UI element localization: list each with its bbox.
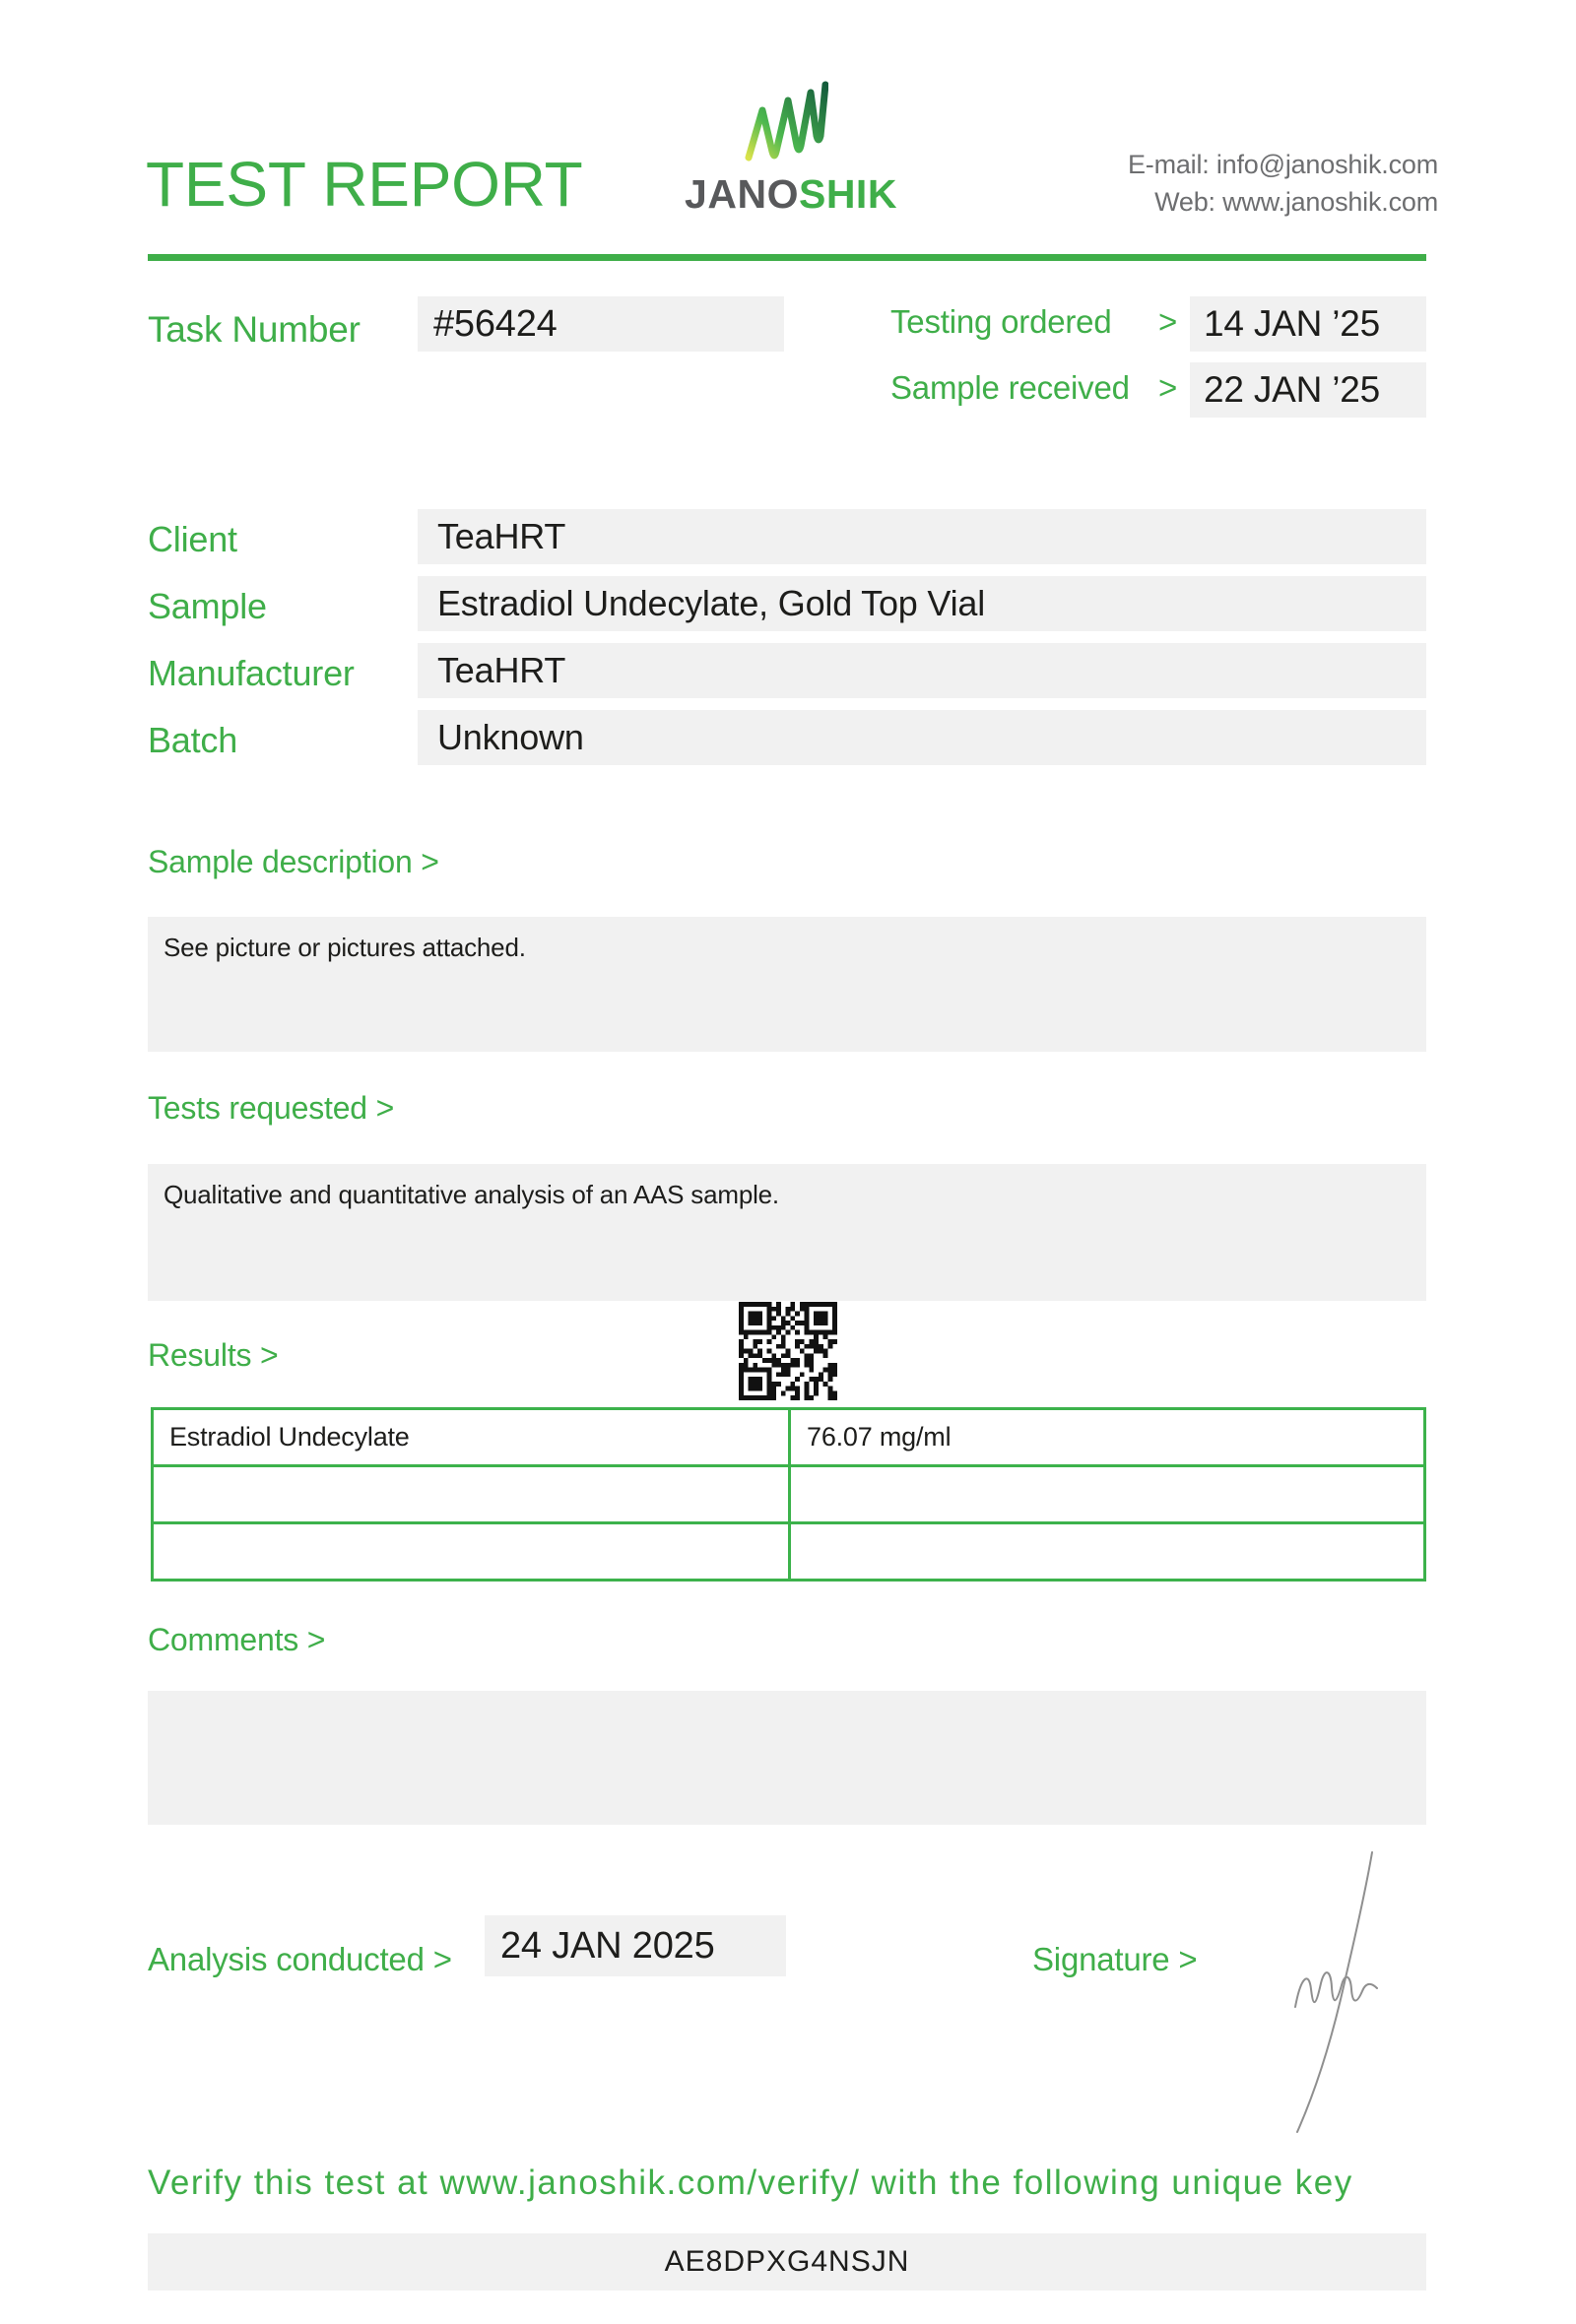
sample-received-value: 22 JAN ’25 [1190,362,1426,418]
sample-description-text: See picture or pictures attached. [164,933,526,962]
comments-heading: Comments > [148,1622,326,1657]
sample-value: Estradiol Undecylate, Gold Top Vial [418,576,1426,631]
result-value-1: 76.07 mg/ml [790,1409,1425,1466]
task-number-label: Task Number [148,309,361,350]
comments-box [148,1691,1426,1825]
result-value-3 [790,1523,1425,1581]
tests-requested-heading: Tests requested > [148,1090,395,1126]
sample-label: Sample [148,586,267,626]
results-row-1 [153,1409,1425,1466]
contact-block [1128,146,1438,221]
contact-email: E-mail: info@janoshik.com [1127,150,1438,179]
testing-ordered-value: 14 JAN ’25 [1190,296,1426,352]
result-substance-3 [153,1523,790,1581]
signature-handwriting [1266,1849,1409,2135]
analysis-conducted-date: 24 JAN 2025 [485,1915,786,1976]
client-value: TeaHRT [418,509,1426,564]
batch-label: Batch [148,720,238,760]
client-label: Client [148,519,237,559]
janoshik-wordmark-shik: SHIK [798,171,897,217]
janoshik-growth-chart-icon [744,81,828,161]
testing-ordered-label: Testing ordered [890,303,1112,340]
contact-web: Web: www.janoshik.com [1154,187,1438,217]
verify-instruction: Verify this test at www.janoshik.com/verify/ with the following unique key [148,2163,1353,2202]
tests-requested-text: Qualitative and quantitative analysis of an AAS sample. [164,1180,779,1209]
sample-received-arrow: > [1158,369,1178,406]
page-title: TEST REPORT [146,149,583,220]
sample-description-heading: Sample description > [148,844,439,879]
janoshik-wordmark [673,171,909,218]
sample-received-label: Sample received [890,369,1130,406]
results-table [151,1407,1426,1582]
result-substance-2 [153,1466,790,1523]
result-value-2 [790,1466,1425,1523]
unique-key-value: AE8DPXG4NSJN [148,2233,1426,2291]
results-heading: Results > [148,1337,279,1373]
analysis-conducted-label: Analysis conducted > [148,1941,452,1977]
results-row-2 [153,1466,1425,1523]
task-number-value: #56424 [418,296,784,352]
result-substance-1: Estradiol Undecylate [153,1409,790,1466]
manufacturer-label: Manufacturer [148,653,355,693]
janoshik-wordmark-jano: JANO [685,171,799,217]
tests-requested-box [148,1164,1426,1301]
results-row-3 [153,1523,1425,1581]
manufacturer-value: TeaHRT [418,643,1426,698]
qr-code [739,1302,837,1400]
signature-label: Signature > [1032,1941,1198,1977]
batch-value: Unknown [418,710,1426,765]
header-divider [148,254,1426,261]
testing-ordered-arrow: > [1158,303,1178,340]
sample-description-box [148,917,1426,1052]
